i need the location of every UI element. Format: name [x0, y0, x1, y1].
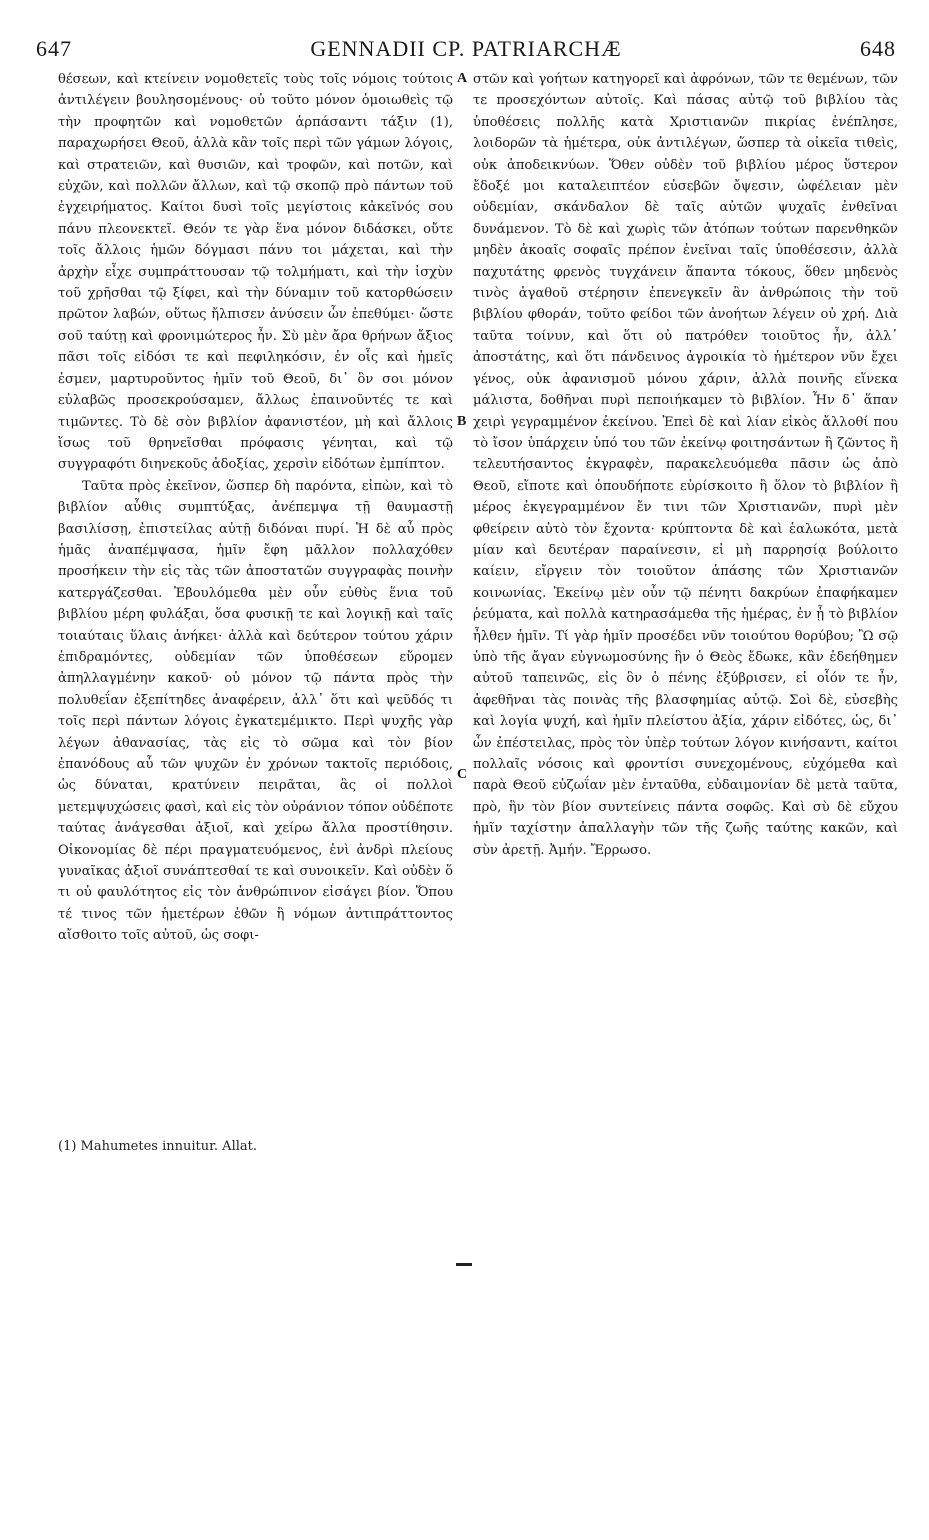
bottom-dash	[456, 1263, 472, 1266]
left-paragraph-2: Ταῦτα πρὸς ἐκεῖνον, ὥσπερ δὴ παρόντα, εἰπὼν, καὶ τὸ βιβλίον αὖθις συμπτύξας, ἀνέπεμψα τῇ θαυμαστῇ βασιλίσσῃ, ἐπιστείλας αὐτῇ διδόναι πυρί. Ἡ δὲ αὖ πρὸς ἡμᾶς ἀναπέμψασα, ἡμῖν ἔφη μᾶλλον πολλαχόθεν προσήκειν τὴν εἰς τὰς τῶν ἀποστατῶν συγγραφὰς ποινὴν κατεργάζεσθαι. Ἐβουλόμεθα μὲν οὖν εὐθὺς ἕνια τοῦ βιβλίου μέρη φυλάξαι, ὅσα φυσικῇ τε καὶ λογικῇ καὶ ταῖς τοιαύταις ὕλαις ἀνήκει· ἀλλὰ καὶ δεύτερον τούτου χάριν ἐπιδραμόντες, οὐδεμίαν τῶν ὑποθέσεων εὕρομεν ἀπηλλαγμένην κακοῦ· οὐ μόνον τῷ πάντα πρὸς τὴν πολυθεΐαν ἐξεπίτηδες ἀναφέρειν, ἀλλ᾽ ὅτι καὶ ψεῦδός τι τοῖς περὶ πάντων λόγοις ἐγκατεμέμικτο. Περὶ ψυχῆς γὰρ λέγων ἀθανασίας, τὰς εἰς τὸ σῶμα καὶ τὸν βίον ἐπανόδους αὖ τῶν ψυχῶν ἐν χρόνων τακτοῖς περιόδοις, ὡς δύναται, κρατύνειν πειρᾶται, ἃς οἱ πολλοὶ μετεμψυχώσεις φασὶ, καὶ εἰς τὸν οὐράνιον τόπον οὐδέποτε ταύτας ἀνάγεσθαι ἀξιοῖ, καὶ χείρω ἄλλα προστίθησιν. Οἰκονομίας δὲ πέρι πραγματευόμενος, ἑνὶ ἀνδρὶ πλείους γυναῖκας ἀξιοῖ συνάπτεσθαί τε καὶ συνοικεῖν. Καὶ οὐδὲν ὅ τι οὐ φαυλότητος εἰς τὸν ἀνθρώπινον εἰσάγει βίον. Ὅπου τέ τινος τῶν ἡμετέρων ἐθῶν ἢ νόμων ἀντιπράττοντος αἴσθοιτο τοῖς αὐτοῦ, ὡς σοφι-	[58, 478, 453, 944]
right-column	[473, 69, 898, 861]
left-column	[58, 69, 453, 947]
margin-marker-a: A	[457, 71, 468, 86]
running-title: GENNADII CP. PATRIARCHÆ	[310, 36, 622, 61]
page-number-left: 647	[36, 36, 72, 61]
page-number-right: 648	[860, 36, 896, 61]
running-header	[36, 36, 896, 66]
margin-marker-b: B	[457, 414, 467, 429]
footnote: (1) Mahumetes innuitur. Allat.	[58, 1139, 257, 1154]
left-paragraph-1: θέσεων, καὶ κτείνειν νομοθετεῖς τοὺς τοῖς νόμοις τούτοις ἀντιλέγειν βουλησομένους· οὐ τοῦτο μόνον ὁμοιωθεὶς τῷ τὴν προφητῶν καὶ νομοθετῶν ἁρπάσαντι τάξιν (1), παραχωρήσει Θεοῦ, ἀλλὰ κἂν τοῖς περὶ τῶν γάμων λόγοις, καὶ στρατειῶν, καὶ θυσιῶν, καὶ τροφῶν, καὶ ποτῶν, καὶ εὐχῶν, καὶ πολλῶν ἄλλων, καὶ τῷ σκοπῷ πρὸ πάντων τοῦ ἐγχειρήματος. Καίτοι δυσὶ τοῖς μεγίστοις κἀκεῖνός σου πάνυ πλεονεκτεῖ. Θεόν τε γὰρ ἕνα μόνον διδάσκει, οὔτε τοῖς ἄλλοις ἡμῶν δόγμασι πάνυ τοι μάχεται, καὶ τὴν ἀρχὴν εἶχε συμπράττουσαν τῷ τολμήματι, καὶ τὴν ἰσχὺν τοῦ χρῆσθαι τῷ ξίφει, καὶ τὴν δύναμιν τοῦ κατορθώσειν πρῶτον λαβών, οὕτως ἤλπισεν ἀνύσειν ὧν ἐπεθύμει· ὥστε σοῦ ταύτῃ καὶ φρονιμώτερος ἦν. Σὺ μὲν ἄρα θρήνων ἄξιος πᾶσι τοῖς εἰδόσι τε καὶ πεφιληκόσιν, ἐν οἷς καὶ ἡμεῖς ἐσμεν, μαρτυροῦντος ἡμῖν τοῦ Θεοῦ, δι᾽ ὃν σοι μόνον εὐλαβῶς προσεκρούσαμεν, ἄλλως ἐπαινοῦντές τε καὶ τιμῶντες. Τὸ δὲ σὸν βιβλίον ἀφανιστέον, μὴ καὶ ἄλλοις ἴσως τοῦ θρηνεῖσθαι πρόφασις γένηται, καὶ τῷ συγγραφότι διηνεκοῦς ἀδοξίας, χερσὶν εἰδότων ἐμπίπτον.	[58, 72, 453, 473]
margin-marker-c: C	[457, 767, 468, 782]
right-paragraph-1: στῶν καὶ γοήτων κατηγορεῖ καὶ ἀφρόνων, τῶν τε θεμένων, τῶν τε προσεχόντων αὐτοῖς. Καὶ πάσας αὐτῷ τοῦ βιβλίου τὰς ὑποθέσεις πολλῆς κατὰ Χριστιανῶν πικρίας ἐνέπλησε, λοιδορῶν τὰ ἡμέτερα, οὐκ ἀντιλέγων, ὥσπερ τὰ οἰκεῖα τιθεὶς, οὐκ ἀποδεικνύων. Ὅθεν οὐδὲν τοῦ βιβλίου μέρος ὕστερον ἔδοξέ μοι καταλειπτέον εὐσεβῶν ὄψεσιν, ὠφέλειαν μὲν οὐδεμίαν, σκάνδαλον δὲ ταῖς αὐτῶν ψυχαῖς ἐνθεῖναι δυνάμενον. Τὸ δὲ καὶ χωρὶς τῶν ἀτόπων τούτων παρενθηκῶν μηδὲν ἀκοαῖς σοφαῖς πρέπον ἐνεῖναι ταῖς ὑποθέσεσιν, ἀλλὰ παχυτάτης φρενὸς τυγχάνειν ἅπαντα τόκους, ὅθεν μηδενὸς τινὸς ἀγαθοῦ στέρησιν ἐπενεγκεῖν ἂν ἀνθρώποις τὴν τοῦ βιβλίου φθοράν, τοῦτο φείδοι τῶν ἀνοήτων λέγειν οὐ χρή. Διὰ ταῦτα τοίνυν, καὶ ὅτι οὐ πατρόθεν τοιοῦτος ἦν, ἀλλ᾽ ἀποστάτης, καὶ ὅτι πάνδεινος ἀγροικία τὸ ἡμέτερον νῦν ἔχει γένος, οὐκ ἀφανισμοῦ μόνου χάριν, ἀλλὰ ποινῆς εἵνεκα μάλιστα, δοθῆναι πυρὶ πεποιήκαμεν τὸ βιβλίον. Ἦν δ᾽ ἅπαν χειρὶ γεγραμμένον ἐκείνου. Ἐπεὶ δὲ καὶ λίαν εἰκὸς ἄλλοθί που τὸ ἴσον ὑπάρχειν ὑπό του τῶν ἐκείνῳ φοιτησάντων ἢ ζῶντος ἢ τελευτήσαντος ἐκγραφὲν, παρακελευόμεθα πᾶσιν ὡς ἀπὸ Θεοῦ, εἴποτε καὶ ὁπουδήποτε εὑρίσκοιτο ἢ ὅλον τὸ βιβλίον ἢ μέρος ἐκγεγραμμένον ἔν τινι τῶν Χριστιανῶν, πυρὶ μὲν φθείρειν αὐτὸ τὸν ἔχοντα· κρύπτοντα δὲ καὶ ἑαλωκότα, μετὰ μίαν καὶ δευτέραν παραίνεσιν, εἰ μὴ παρρησίᾳ βούλοιτο καίειν, εἴργειν τὸν τοιοῦτον ἁπάσης τῶν Χριστιανῶν κοινωνίας. Ἐκείνῳ μὲν οὖν τῷ πένητι δακρύων ἐπαφήκαμεν ῥεύματα, καὶ πολλὰ κατηρασάμεθα τῆς ἡμέρας, ἐν ᾗ τὸ βιβλίον ἦλθεν ἡμῖν. Τί γὰρ ἡμῖν προσέδει νῦν τοιούτου θορύβου; Ὢ σῷ ὑπὸ τῆς ἄγαν εὐγνωμοσύνης ἣν ὁ Θεὸς ἔδωκε, κἂν ἐδεήθημεν αὐτοῦ ταπεινῶς, εἰς ὃν ὁ πένης ἐξύβρισεν, εἰ οἷόν τε ἦν, ἀφεθῆναι τὰς ποινὰς τῆς βλασφημίας αὐτῷ. Σοὶ δὲ, εὐσεβὴς καὶ λογία ψυχή, καὶ ἡμῖν πλείστου ἀξία, χάριν εἰδότες, ὡς, δι᾽ ὧν ἐπέστειλας, πρὸς τὸν ὑπὲρ τούτων λόγον κινήσαντι, καίτοι πολλαῖς νόσοις καὶ φροντίσι συνεχομένους, εὐχόμεθα καὶ παρὰ Θεοῦ εὐζωΐαν μὲν ἐνταῦθα, εὐδαιμονίαν δὲ μετὰ ταῦτα, πρὸ, ἣν τὸν βίον συντείνεις πάντα σοφῶς. Καὶ σὺ δὲ εὔχου ἡμῖν ταχίστην ἀπαλλαγὴν τῶν τῆς ζωῆς ταύτης κακῶν, καὶ σὺν ἀρετῇ. Ἀμήν. Ἔρρωσο.	[473, 72, 898, 858]
